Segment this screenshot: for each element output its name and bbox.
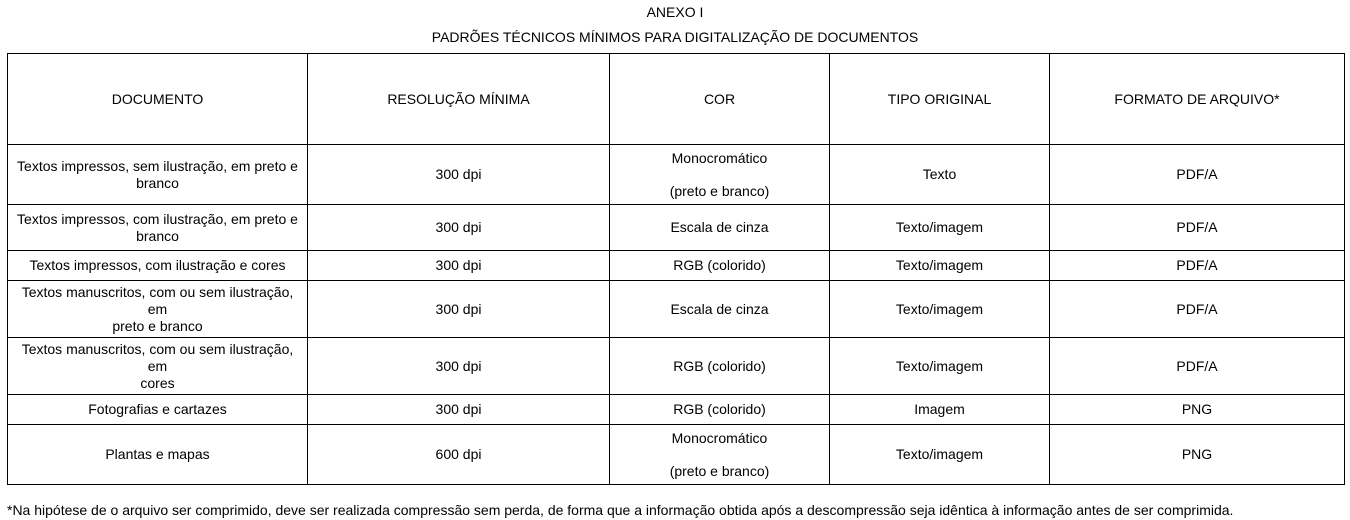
cell-cor-line: (preto e branco) [669,462,770,479]
cell-documento [8,338,308,395]
cell-cor [610,145,830,205]
table-row [8,338,1345,395]
cell-cor: Escala de cinza [610,205,830,251]
cell-tipo: Texto/imagem [830,425,1050,485]
cell-documento-line: branco [136,227,179,244]
cell-tipo: Texto/imagem [830,281,1050,338]
header-resolucao: RESOLUÇÃO MÍNIMA [308,54,610,145]
header-formato: FORMATO DE ARQUIVO* [1050,54,1345,145]
digitization-standards-table [7,53,1345,485]
cell-formato: PDF/A [1050,205,1345,251]
table-row [8,425,1345,485]
cell-formato: PNG [1050,425,1345,485]
cell-documento-line: cores [140,374,175,391]
annex-subtitle: PADRÕES TÉCNICOS MÍNIMOS PARA DIGITALIZAÇÃO DE DOCUMENTOS [431,29,919,45]
cell-documento: Textos impressos, com ilustração e cores [8,251,308,281]
cell-formato: PDF/A [1050,145,1345,205]
header-documento: DOCUMENTO [8,54,308,145]
header-tipo-original: TIPO ORIGINAL [830,54,1050,145]
cell-tipo: Texto [830,145,1050,205]
cell-documento: Fotografias e cartazes [8,395,308,425]
cell-cor-line: Monocromático [671,149,768,166]
cell-cor: RGB (colorido) [610,251,830,281]
header-cor: COR [610,54,830,145]
cell-formato: PDF/A [1050,338,1345,395]
cell-formato: PDF/A [1050,251,1345,281]
cell-documento-line: preto e branco [112,317,203,334]
cell-cor: RGB (colorido) [610,395,830,425]
cell-cor [610,425,830,485]
cell-resolucao: 300 dpi [308,281,610,338]
cell-formato: PDF/A [1050,281,1345,338]
cell-documento-line: Textos impressos, sem ilustração, em preto e [17,157,298,174]
table-row [8,251,1345,281]
table-row [8,281,1345,338]
cell-tipo: Imagem [830,395,1050,425]
table-row [8,395,1345,425]
cell-resolucao: 300 dpi [308,338,610,395]
cell-documento-line: em [147,357,168,374]
table-row [8,205,1345,251]
cell-cor-line: (preto e branco) [669,182,770,199]
cell-cor-line: Monocromático [671,429,768,446]
cell-documento-line: em [147,300,168,317]
cell-resolucao: 300 dpi [308,395,610,425]
footnote: *Na hipótese de o arquivo ser comprimido, deve ser realizada compressão sem perda, de forma que a informação obtida após a descompressão seja idêntica à informação antes de ser comprimida. [7,502,1234,518]
cell-tipo: Texto/imagem [830,205,1050,251]
cell-tipo: Texto/imagem [830,251,1050,281]
annex-title: ANEXO I [646,4,704,20]
cell-documento-line: Textos manuscritos, com ou sem ilustração, [21,340,294,357]
cell-resolucao: 300 dpi [308,251,610,281]
table-header-row [8,54,1345,145]
cell-documento-line: Textos manuscritos, com ou sem ilustração, [21,283,294,300]
cell-resolucao: 600 dpi [308,425,610,485]
cell-documento [8,281,308,338]
cell-formato: PNG [1050,395,1345,425]
cell-cor: RGB (colorido) [610,338,830,395]
cell-cor: Escala de cinza [610,281,830,338]
table-row [8,145,1345,205]
cell-tipo: Texto/imagem [830,338,1050,395]
cell-resolucao: 300 dpi [308,205,610,251]
cell-documento [8,145,308,205]
cell-documento [8,205,308,251]
cell-documento-line: branco [136,174,179,191]
cell-resolucao: 300 dpi [308,145,610,205]
cell-documento-line: Textos impressos, com ilustração, em preto e [17,210,298,227]
cell-documento: Plantas e mapas [8,425,308,485]
